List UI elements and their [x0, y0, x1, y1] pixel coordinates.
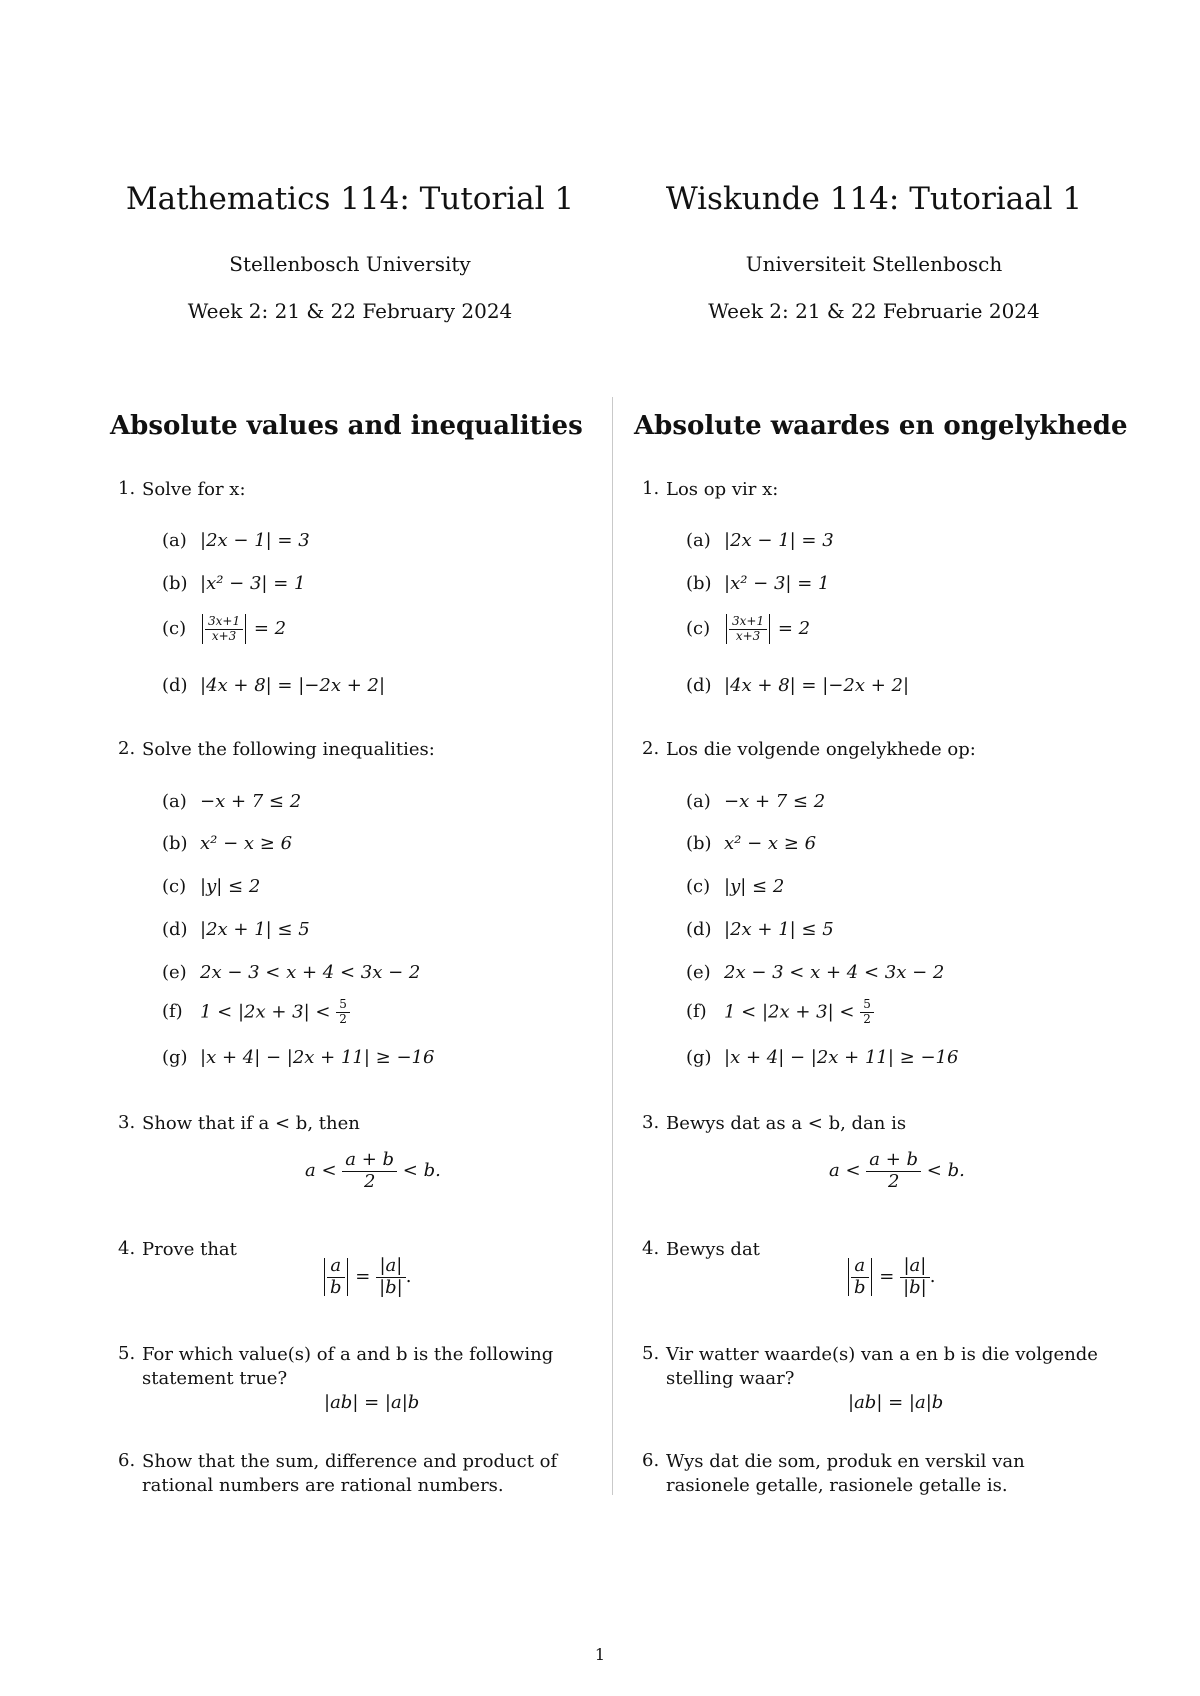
equation: |4x + 8| = |−2x + 2| [724, 675, 910, 696]
question-number: 5. [642, 1343, 660, 1364]
denominator: |b| [903, 1276, 927, 1298]
equation: |x² − 3| = 1 [200, 573, 306, 594]
equation-rhs: < b. [926, 1160, 965, 1182]
fraction [342, 1150, 397, 1192]
numerator: 5 [860, 998, 874, 1013]
question-text: Los die volgende ongelykhede op: [666, 739, 976, 760]
equation: x² − x ≥ 6 [200, 833, 293, 854]
fraction [205, 615, 243, 644]
denominator: 2 [863, 1011, 871, 1026]
denominator: |b| [379, 1276, 403, 1298]
sub-label: (c) [162, 876, 187, 897]
page-number: 1 [594, 1645, 606, 1664]
sub-label: (e) [686, 962, 711, 983]
period: . [929, 1266, 936, 1288]
sub-label: (d) [162, 919, 188, 940]
equation: x² − x ≥ 6 [724, 833, 817, 854]
equation: 1 < |2x + 3| < [200, 1001, 331, 1023]
fraction [866, 1150, 921, 1192]
question-number: 3. [118, 1112, 136, 1133]
equation: |y| ≤ 2 [200, 876, 261, 897]
subquestion-2f [162, 998, 350, 1027]
abs-bar [726, 614, 727, 644]
question-text: Bewys dat [666, 1239, 760, 1260]
question-text: Wys dat die som, produk en verskil van rasionele getalle, rasionele getalle is. [666, 1451, 1025, 1496]
week-date: Week 2: 21 & 22 Februarie 2024 [708, 299, 1040, 323]
denominator: 2 [363, 1170, 376, 1192]
question-text: Show that the sum, difference and product of rational numbers are rational numbers. [142, 1451, 558, 1496]
denominator: b [854, 1276, 866, 1298]
sub-label: (d) [162, 675, 188, 696]
abs-bar [848, 1258, 849, 1296]
subquestion-2f [686, 998, 874, 1027]
period: . [405, 1266, 412, 1288]
subquestion-2a [686, 791, 825, 812]
sub-label: (b) [162, 573, 188, 594]
equation: |y| ≤ 2 [724, 876, 785, 897]
equation-lhs: a < [829, 1160, 861, 1182]
abs-bar [871, 1258, 872, 1296]
subquestion-2c [162, 876, 260, 897]
subquestion-1c [162, 614, 286, 644]
equation: = 2 [253, 618, 287, 639]
equation: 1 < |2x + 3| < [724, 1001, 855, 1023]
question-number: 1. [642, 478, 660, 499]
subquestion-1d [686, 675, 909, 696]
equation: |4x + 8| = |−2x + 2| [200, 675, 386, 696]
question-text: Solve for x: [142, 479, 246, 500]
subquestion-2d [686, 919, 834, 940]
question-text: Prove that [142, 1239, 237, 1260]
column-divider [612, 397, 613, 1495]
question-text: Show that if a < b, then [142, 1113, 360, 1134]
sub-label: (a) [686, 791, 711, 812]
question-number: 4. [642, 1238, 660, 1259]
denominator: 2 [887, 1170, 900, 1192]
sub-label: (a) [162, 791, 187, 812]
subquestion-2e [686, 962, 944, 983]
equation: = 2 [777, 618, 811, 639]
equation: 2x − 3 < x + 4 < 3x − 2 [724, 962, 945, 983]
numerator: 3x+1 [729, 615, 767, 630]
university: Universiteit Stellenbosch [745, 252, 1003, 276]
denominator: b [330, 1276, 342, 1298]
question-number: 1. [118, 478, 136, 499]
page-title: Mathematics 114: Tutorial 1 [125, 181, 575, 217]
week-date: Week 2: 21 & 22 February 2024 [187, 299, 513, 323]
subquestion-2e [162, 962, 420, 983]
display-equation-4 [322, 1256, 411, 1298]
subquestion-1b [162, 573, 305, 594]
question-text: Bewys dat as a < b, dan is [666, 1113, 907, 1134]
equals-sign: = [355, 1266, 371, 1288]
equation-lhs: a < [305, 1160, 337, 1182]
denominator: 2 [339, 1011, 347, 1026]
subquestion-2g [162, 1047, 434, 1068]
sub-label: (c) [162, 618, 187, 639]
subquestion-2c [686, 876, 784, 897]
fraction [729, 615, 767, 644]
numerator: |a| [376, 1256, 406, 1278]
question-number: 3. [642, 1112, 660, 1133]
numerator: a + b [866, 1150, 921, 1172]
equation: |x + 4| − |2x + 11| ≥ −16 [200, 1047, 435, 1068]
question-number: 5. [118, 1343, 136, 1364]
equation: |2x + 1| ≤ 5 [200, 919, 310, 940]
fraction [327, 1256, 345, 1298]
equation: |2x − 1| = 3 [724, 530, 834, 551]
abs-bar [245, 614, 246, 644]
abs-bar [324, 1258, 325, 1296]
display-equation-5 [324, 1392, 419, 1413]
question-number: 2. [118, 738, 136, 759]
equation: |ab| = |a|b [848, 1392, 944, 1413]
subquestion-2g [686, 1047, 958, 1068]
numerator: a [851, 1256, 869, 1278]
sub-label: (d) [686, 919, 712, 940]
question-number: 4. [118, 1238, 136, 1259]
display-equation-5 [848, 1392, 943, 1413]
question-text: Vir watter waarde(s) van a en b is die volgende stelling waar? [666, 1344, 1098, 1389]
sub-label: (g) [162, 1047, 188, 1068]
equation: |2x + 1| ≤ 5 [724, 919, 834, 940]
university: Stellenbosch University [229, 252, 471, 276]
numerator: 5 [336, 998, 350, 1013]
question-number: 2. [642, 738, 660, 759]
equation: |ab| = |a|b [324, 1392, 420, 1413]
sub-label: (c) [686, 876, 711, 897]
equation: −x + 7 ≤ 2 [724, 791, 826, 812]
display-equation-3 [829, 1150, 965, 1192]
display-equation-4 [846, 1256, 935, 1298]
sub-label: (b) [686, 833, 712, 854]
subquestion-1b [686, 573, 829, 594]
equals-sign: = [879, 1266, 895, 1288]
numerator: a + b [342, 1150, 397, 1172]
question-text: For which value(s) of a and b is the following statement true? [142, 1344, 554, 1389]
equation-rhs: < b. [402, 1160, 441, 1182]
subquestion-2b [162, 833, 292, 854]
sub-label: (c) [686, 618, 711, 639]
fraction [376, 1256, 406, 1298]
subquestion-2a [162, 791, 301, 812]
equation: 2x − 3 < x + 4 < 3x − 2 [200, 962, 421, 983]
sub-label: (g) [686, 1047, 712, 1068]
denominator: x+3 [211, 628, 237, 643]
fraction [900, 1256, 930, 1298]
subquestion-1a [162, 530, 310, 551]
page-title: Wiskunde 114: Tutoriaal 1 [665, 181, 1083, 217]
sub-label: (b) [686, 573, 712, 594]
denominator: x+3 [735, 628, 761, 643]
question-number: 6. [118, 1450, 136, 1471]
question-text: Los op vir x: [666, 479, 779, 500]
numerator: 3x+1 [205, 615, 243, 630]
sub-label: (b) [162, 833, 188, 854]
sub-label: (a) [686, 530, 711, 551]
sub-label: (f) [686, 1001, 707, 1023]
sub-label: (f) [162, 1001, 183, 1023]
subquestion-2b [686, 833, 816, 854]
fraction [860, 998, 874, 1027]
numerator: |a| [900, 1256, 930, 1278]
numerator: a [327, 1256, 345, 1278]
section-heading: Absolute values and inequalities [110, 411, 583, 441]
question-number: 6. [642, 1450, 660, 1471]
equation: |x² − 3| = 1 [724, 573, 830, 594]
sub-label: (e) [162, 962, 187, 983]
question-text: Solve the following inequalities: [142, 739, 435, 760]
equation: |2x − 1| = 3 [200, 530, 310, 551]
sub-label: (d) [686, 675, 712, 696]
abs-bar [202, 614, 203, 644]
subquestion-1d [162, 675, 385, 696]
sub-label: (a) [162, 530, 187, 551]
section-heading: Absolute waardes en ongelykhede [634, 411, 1128, 441]
fraction [851, 1256, 869, 1298]
subquestion-1c [686, 614, 810, 644]
display-equation-3 [305, 1150, 441, 1192]
subquestion-2d [162, 919, 310, 940]
fraction [336, 998, 350, 1027]
equation: |x + 4| − |2x + 11| ≥ −16 [724, 1047, 959, 1068]
abs-bar [769, 614, 770, 644]
equation: −x + 7 ≤ 2 [200, 791, 302, 812]
abs-bar [347, 1258, 348, 1296]
subquestion-1a [686, 530, 834, 551]
